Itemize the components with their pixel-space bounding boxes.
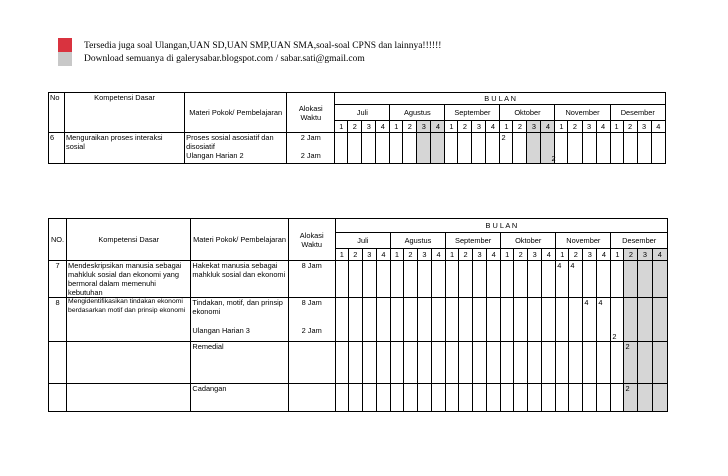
t1-week: 3 xyxy=(582,121,596,133)
t2-month-desember: Desember xyxy=(611,233,668,249)
t2-month-agustus: Agustus xyxy=(390,233,445,249)
t1-row-materi-1: Proses sosial asosiatif dan disosiatif xyxy=(186,133,274,151)
t2-week: 4 xyxy=(376,249,390,261)
t2-week: 2 xyxy=(348,249,362,261)
t1-week: 1 xyxy=(390,121,403,133)
t2-week: 3 xyxy=(362,249,376,261)
t1-header-no: No xyxy=(49,93,65,133)
t2-row7-alokasi: 8 Jam xyxy=(288,261,335,298)
t2-remedial-label: Remedial xyxy=(191,342,288,384)
t2-row8-alokasi-2: 2 Jam xyxy=(301,326,322,335)
t2-row-cadangan xyxy=(49,384,668,412)
t2-month-september: September xyxy=(446,233,501,249)
t2-week: 4 xyxy=(432,249,446,261)
banner-text xyxy=(84,40,441,66)
t1-week: 2 xyxy=(623,121,637,133)
t1-mark-2: 2 xyxy=(551,154,556,163)
t1-month-agustus: Agustus xyxy=(390,105,445,121)
banner-logo xyxy=(58,38,72,66)
t2-row7-materi: Hakekat manusia sebagai mahkluk sosial dan ekonomi xyxy=(191,261,288,298)
t2-month-juli: Juli xyxy=(335,233,390,249)
t1-week: 4 xyxy=(596,121,610,133)
t1-row-no: 6 xyxy=(49,133,65,164)
t2-week: 4 xyxy=(597,249,611,261)
t1-row-alokasi-2: 2 Jam xyxy=(300,151,321,160)
t1-week: 4 xyxy=(486,121,500,133)
t2-week: 4 xyxy=(652,249,668,261)
t2-row7-kompetensi: Mendeskripsikan manusia sebagai mahkluk sosial dan ekonomi yang bermoral dalam memenuhi kebutuhan xyxy=(67,261,191,298)
t1-mark-oktober-w1: 2 xyxy=(500,133,513,164)
t1-month-november: November xyxy=(555,105,610,121)
t1-row-6 xyxy=(49,133,666,164)
t2-week: 3 xyxy=(528,249,542,261)
t2-week: 1 xyxy=(611,249,624,261)
schedule-table-1 xyxy=(48,92,666,164)
t2-week: 1 xyxy=(446,249,459,261)
t1-header-materi: Materi Pokok/ Pembelajaran xyxy=(185,93,287,133)
t1-month-desember: Desember xyxy=(610,105,665,121)
t1-row-alokasi-1: 2 Jam xyxy=(300,133,321,142)
t1-week: 4 xyxy=(431,121,445,133)
t2-row-8 xyxy=(49,298,668,342)
t2-week: 3 xyxy=(583,249,597,261)
t2-header-kompetensi: Kompetensi Dasar xyxy=(67,219,191,261)
t2-row8-alokasi xyxy=(288,298,335,342)
t2-row8-alokasi-1: 8 Jam xyxy=(301,298,322,307)
t1-week: 3 xyxy=(417,121,431,133)
t2-header-materi: Materi Pokok/ Pembelajaran xyxy=(191,219,288,261)
t2-row8-materi-1: Tindakan, motif, dan prinsip ekonomi xyxy=(192,298,283,316)
t2-week: 1 xyxy=(390,249,403,261)
t2-header-no: NO. xyxy=(49,219,67,261)
t1-row-materi-2: Ulangan Harian 2 xyxy=(186,151,244,160)
t1-header-kompetensi: Kompetensi Dasar xyxy=(65,93,185,133)
banner-line-2: Download semuanya di galerysabar.blogspot.com / sabar.sati@gmail.com xyxy=(84,54,365,64)
t1-week: 2 xyxy=(513,121,527,133)
t2-week: 1 xyxy=(556,249,569,261)
t1-row-materi xyxy=(185,133,287,164)
t1-week: 1 xyxy=(445,121,458,133)
t2-header-alokasi: Alokasi Waktu xyxy=(288,219,335,261)
t1-week: 2 xyxy=(403,121,417,133)
t1-week: 1 xyxy=(555,121,568,133)
t2-month-november: November xyxy=(556,233,611,249)
t2-week: 2 xyxy=(403,249,417,261)
t1-header-bulan: B U L A N xyxy=(335,93,666,105)
t2-week: 4 xyxy=(542,249,556,261)
t2-week: 3 xyxy=(638,249,652,261)
t1-week: 2 xyxy=(458,121,472,133)
banner-red-square xyxy=(58,38,72,52)
t2-row7-mark-november-w1: 4 xyxy=(556,261,569,298)
t1-week: 3 xyxy=(637,121,651,133)
t2-cadangan-mark: 2 xyxy=(624,384,638,412)
t1-week: 1 xyxy=(335,121,348,133)
t2-week: 2 xyxy=(624,249,638,261)
t2-cadangan-label: Cadangan xyxy=(191,384,288,412)
t2-month-oktober: Oktober xyxy=(501,233,556,249)
t2-row8-mark-november-w3: 4 xyxy=(583,298,597,342)
t2-row8-no: 8 xyxy=(49,298,67,342)
t1-week: 3 xyxy=(527,121,541,133)
t1-mark-oktober-w4 xyxy=(541,133,555,164)
t1-week: 3 xyxy=(472,121,486,133)
t2-row-remedial xyxy=(49,342,668,384)
banner-line-1: Tersedia juga soal Ulangan,UAN SD,UAN SMP,UAN SMA,soal-soal CPNS dan lainnya!!!!!! xyxy=(84,41,442,51)
t2-week: 3 xyxy=(473,249,487,261)
t2-week: 4 xyxy=(487,249,501,261)
t1-header-alokasi: Alokasi Waktu xyxy=(287,93,335,133)
t1-row-alokasi xyxy=(287,133,335,164)
t2-week: 2 xyxy=(459,249,473,261)
banner-grey-square xyxy=(58,52,72,66)
t1-week: 3 xyxy=(362,121,376,133)
t2-remedial-mark: 2 xyxy=(624,342,638,384)
t1-month-juli: Juli xyxy=(335,105,390,121)
t2-row8-materi xyxy=(191,298,288,342)
t2-week: 2 xyxy=(514,249,528,261)
t2-header-bulan: B U L A N xyxy=(335,219,667,233)
t1-week: 1 xyxy=(500,121,513,133)
t2-row8-mark-desember-w1: 2 xyxy=(611,298,624,342)
t1-row-kompetensi: Menguraikan proses interaksi sosial xyxy=(65,133,185,164)
t2-week: 1 xyxy=(335,249,348,261)
t2-row8-mark-november-w4: 4 xyxy=(597,298,611,342)
t1-week: 4 xyxy=(651,121,665,133)
t2-row7-mark-november-w2: 4 xyxy=(569,261,583,298)
t1-week: 2 xyxy=(568,121,582,133)
t2-week: 3 xyxy=(417,249,431,261)
t1-week: 4 xyxy=(376,121,390,133)
t1-week: 2 xyxy=(348,121,362,133)
t2-week: 1 xyxy=(501,249,514,261)
t1-week: 4 xyxy=(541,121,555,133)
t2-row7-no: 7 xyxy=(49,261,67,298)
t1-month-oktober: Oktober xyxy=(500,105,555,121)
t2-row8-materi-2: Ulangan Harian 3 xyxy=(192,326,250,335)
t2-row-7 xyxy=(49,261,668,298)
t1-month-september: September xyxy=(445,105,500,121)
t1-week: 1 xyxy=(610,121,623,133)
t2-week: 2 xyxy=(569,249,583,261)
schedule-table-2 xyxy=(48,218,668,412)
t2-row8-kompetensi: Mengidentifikasikan tindakan ekonomi berdasarkan motif dan prinsip ekonomi xyxy=(67,298,191,342)
